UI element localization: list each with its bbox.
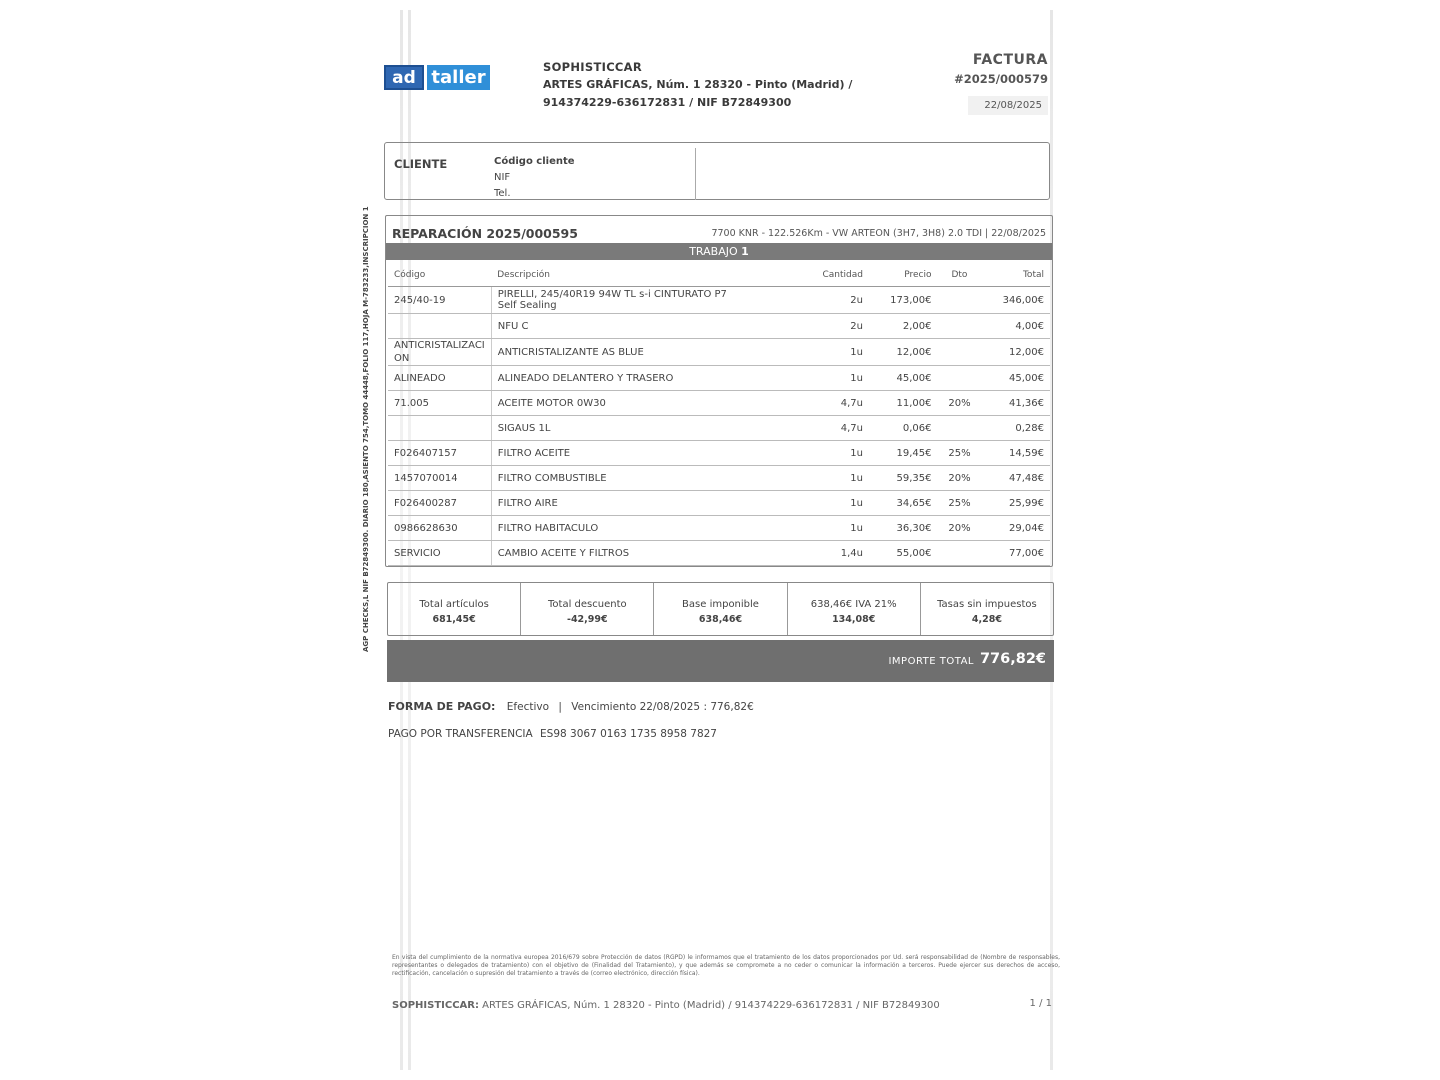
untaxed-fees: Tasas sin impuestos 4,28€: [937, 599, 1037, 625]
row-total: 12,00€: [981, 339, 1050, 366]
row-description: CAMBIO ACEITE Y FILTROS: [491, 541, 801, 566]
payment-method-value: Efectivo: [506, 701, 550, 713]
row-description: SIGAUS 1L: [491, 416, 801, 441]
payment-separator: |: [558, 701, 562, 713]
row-description: FILTRO HABITACULO: [491, 516, 801, 541]
col-code: Código: [388, 264, 491, 287]
row-total: 41,36€: [981, 391, 1050, 416]
row-total: 25,99€: [981, 491, 1050, 516]
row-description: FILTRO ACEITE: [491, 441, 801, 466]
row-description: FILTRO COMBUSTIBLE: [491, 466, 801, 491]
payment-method: [388, 700, 754, 713]
row-description: FILTRO AIRE: [491, 491, 801, 516]
row-code: 71.005: [388, 391, 491, 416]
row-code: SERVICIO: [388, 541, 491, 566]
payment-label: FORMA DE PAGO:: [388, 700, 496, 713]
table-row: [388, 516, 1050, 541]
row-price: 55,00€: [869, 541, 938, 566]
iva-amount: 638,46€ IVA 21% 134,08€: [788, 583, 921, 635]
row-price: 0,06€: [869, 416, 938, 441]
transfer-label: PAGO POR TRANSFERENCIA: [388, 728, 533, 740]
row-price: 2,00€: [869, 314, 938, 339]
row-qty: 1,4u: [802, 541, 869, 566]
row-discount: 25%: [937, 441, 981, 466]
transfer-info: [388, 728, 717, 740]
client-nif-label: NIF: [494, 172, 511, 183]
footer-company: SOPHISTICCAR:: [392, 1000, 479, 1011]
row-qty: 1u: [802, 516, 869, 541]
row-discount: 20%: [937, 391, 981, 416]
row-qty: 2u: [802, 314, 869, 339]
table-row: [388, 314, 1050, 339]
row-description: ACEITE MOTOR 0W30: [491, 391, 801, 416]
repair-header: [392, 226, 1046, 244]
legal-notice: En vista del cumplimiento de la normativa europea 2016/679 sobre Protección de datos (RGPD) le informamos que el tratamiento de los datos proporcionados por Ud. será responsabilidad de (Nombre de responsables, representantes o delegados de tratamiento) con el objetivo de (Finalidad del Tratamiento), y que además se compromete a no ceder o comunicar la información a terceros. Puede ejercer sus derechos de acceso, rectificación, cancelación o supresión del tratamiento a través de (correo electrónico, dirección física).: [392, 954, 1060, 977]
row-price: 12,00€: [869, 339, 938, 366]
row-total: 14,59€: [981, 441, 1050, 466]
row-qty: 1u: [802, 466, 869, 491]
col-qty: Cantidad: [802, 264, 869, 287]
col-description: Descripción: [491, 264, 801, 287]
row-total: 29,04€: [981, 516, 1050, 541]
row-total: 0,28€: [981, 416, 1050, 441]
table-row: [388, 287, 1050, 314]
row-price: 59,35€: [869, 466, 938, 491]
row-description: PIRELLI, 245/40R19 94W TL s-i CINTURATO P7 Self Sealing: [491, 287, 801, 314]
logo-taller: taller: [427, 65, 490, 90]
row-code: [388, 314, 491, 339]
ad-taller-logo: [384, 65, 490, 90]
taxable-base: Base imponible 638,46€: [654, 583, 787, 635]
grand-total-value: 776,82€: [979, 651, 1046, 667]
invoice-sheet: [380, 10, 1060, 1070]
row-total: 4,00€: [981, 314, 1050, 339]
row-discount: [937, 339, 981, 366]
company-phone-nif: 914374229-636172831 / NIF B72849300: [543, 96, 792, 109]
row-qty: 4,7u: [802, 391, 869, 416]
row-qty: 1u: [802, 366, 869, 391]
items-table: [388, 264, 1050, 566]
row-discount: 25%: [937, 491, 981, 516]
client-tel-label: Tel.: [494, 188, 511, 199]
client-code-label: Código cliente: [494, 156, 575, 167]
row-description: NFU C: [491, 314, 801, 339]
client-fields: [494, 154, 575, 202]
total-articles: Total artículos 681,45€: [388, 583, 521, 635]
footer: [392, 1000, 940, 1011]
iban: ES98 3067 0163 1735 8958 7827: [540, 728, 717, 740]
row-discount: 20%: [937, 466, 981, 491]
vehicle-info: 7700 KNR - 122.526Km - VW ARTEON (3H7, 3H8) 2.0 TDI | 22/08/2025: [711, 228, 1046, 239]
table-row: [388, 366, 1050, 391]
grand-total-bar: [387, 640, 1054, 682]
row-discount: [937, 314, 981, 339]
row-price: 173,00€: [869, 287, 938, 314]
client-box: [384, 142, 1050, 200]
invoice-heading: [954, 52, 1048, 115]
col-price: Precio: [869, 264, 938, 287]
grand-total-label: IMPORTE TOTAL: [888, 656, 974, 667]
repair-box: [385, 215, 1053, 567]
row-qty: 4,7u: [802, 416, 869, 441]
job-number: 1: [741, 245, 749, 258]
total-discount: Total descuento -42,99€: [521, 583, 654, 635]
client-divider: [695, 148, 696, 200]
row-qty: 1u: [802, 491, 869, 516]
row-code: [388, 416, 491, 441]
footer-address: ARTES GRÁFICAS, Núm. 1 28320 - Pinto (Madrid) / 914374229-636172831 / NIF B72849300: [482, 1000, 940, 1011]
row-total: 47,48€: [981, 466, 1050, 491]
row-discount: [937, 541, 981, 566]
repair-title: REPARACIÓN 2025/000595: [392, 226, 578, 241]
table-row: [388, 541, 1050, 566]
row-code: 1457070014: [388, 466, 491, 491]
row-price: 36,30€: [869, 516, 938, 541]
row-price: 34,65€: [869, 491, 938, 516]
row-price: 19,45€: [869, 441, 938, 466]
row-code: 245/40-19: [388, 287, 491, 314]
row-total: 45,00€: [981, 366, 1050, 391]
row-code: F026407157: [388, 441, 491, 466]
row-code: ANTICRISTALIZACI ON: [388, 339, 491, 366]
row-code: 0986628630: [388, 516, 491, 541]
job-bar: [386, 243, 1052, 260]
row-qty: 2u: [802, 287, 869, 314]
job-label: TRABAJO: [689, 245, 738, 258]
items-header-row: [388, 264, 1050, 287]
row-price: 11,00€: [869, 391, 938, 416]
client-label: CLIENTE: [394, 157, 448, 171]
table-row: [388, 416, 1050, 441]
table-row: [388, 339, 1050, 366]
table-row: [388, 491, 1050, 516]
row-price: 45,00€: [869, 366, 938, 391]
row-qty: 1u: [802, 441, 869, 466]
row-qty: 1u: [802, 339, 869, 366]
row-discount: [937, 287, 981, 314]
logo-ad: ad: [384, 65, 424, 90]
payment-due: Vencimiento 22/08/2025 : 776,82€: [571, 701, 754, 713]
table-row: [388, 391, 1050, 416]
company-info: [543, 58, 852, 112]
row-discount: [937, 416, 981, 441]
row-discount: 20%: [937, 516, 981, 541]
col-discount: Dto: [937, 264, 981, 287]
table-row: [388, 441, 1050, 466]
row-code: F026400287: [388, 491, 491, 516]
row-total: 77,00€: [981, 541, 1050, 566]
row-total: 346,00€: [981, 287, 1050, 314]
doc-date: 22/08/2025: [968, 96, 1048, 115]
row-code: ALINEADO: [388, 366, 491, 391]
company-address: ARTES GRÁFICAS, Núm. 1 28320 - Pinto (Madrid) /: [543, 78, 853, 91]
row-discount: [937, 366, 981, 391]
totals-grid: [387, 582, 1054, 636]
doc-number: #2025/000579: [954, 72, 1048, 86]
table-row: [388, 466, 1050, 491]
company-name: SOPHISTICCAR: [543, 60, 643, 74]
totals-section: [387, 582, 1054, 682]
registry-vertical-text: AGP CHECKS,L NIF B72849300. DIARIO 180,ASIENTO 754,TOMO 44448,FOLIO 117,HOJA M-783233,INSCRIPCION 1: [362, 206, 370, 652]
page-number: 1 / 1: [1029, 998, 1052, 1009]
col-total: Total: [981, 264, 1050, 287]
row-description: ANTICRISTALIZANTE AS BLUE: [491, 339, 801, 366]
doc-type: FACTURA: [972, 52, 1048, 68]
row-description: ALINEADO DELANTERO Y TRASERO: [491, 366, 801, 391]
